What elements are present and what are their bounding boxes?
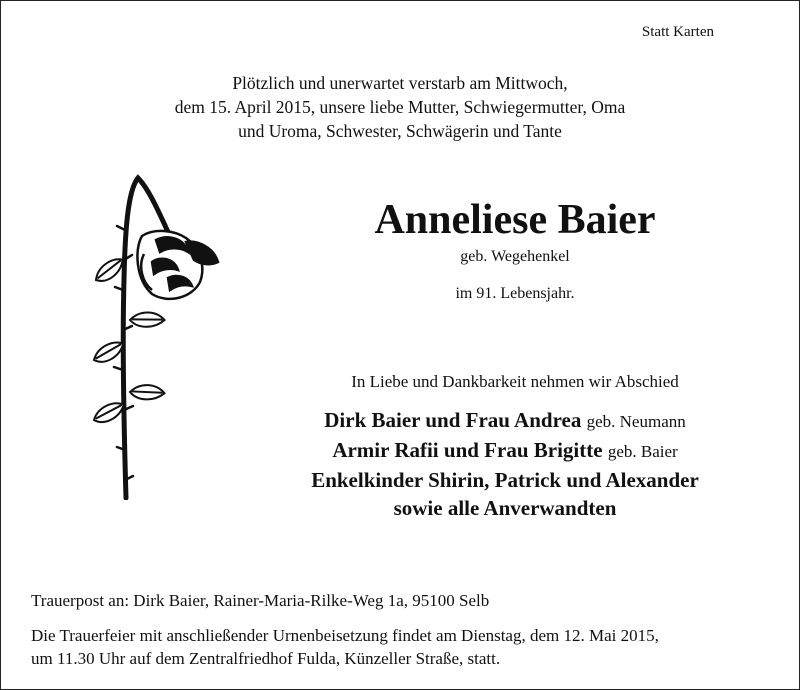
mourner-row-2-name: Armir Rafii und Frau Brigitte	[332, 438, 603, 462]
intro-text	[0, 71, 800, 143]
service-line-1: Die Trauerfeier mit anschließender Urnenbeisetzung findet am Dienstag, dem 12. Mai 2015,	[31, 626, 659, 645]
mourner-row-1-nee: geb. Neumann	[586, 412, 686, 431]
deceased-name: Anneliese Baier	[374, 197, 656, 243]
mourner-row-4	[250, 494, 760, 522]
service-line-2: um 11.30 Uhr auf dem Zentralfriedhof Fulda, Künzeller Straße, statt.	[31, 649, 501, 668]
maiden-name: geb. Wegehenkel	[460, 248, 570, 265]
mourners-list	[250, 406, 760, 522]
mourner-row-3	[250, 466, 760, 494]
mourner-row-3-text: Enkelkinder Shirin, Patrick und Alexander	[311, 468, 699, 492]
mourner-row-4-text: sowie alle Anverwandten	[393, 496, 617, 520]
mourning-mail-address: Trauerpost an: Dirk Baier, Rainer-Maria-Rilke-Weg 1a, 95100 Selb	[31, 591, 490, 610]
mourner-row-1-name: Dirk Baier und Frau Andrea	[324, 408, 582, 432]
intro-line-3: und Uroma, Schwester, Schwägerin und Tante	[238, 121, 562, 141]
funeral-service-info	[31, 624, 659, 670]
mourner-row-1	[250, 406, 760, 436]
mourner-row-2	[250, 436, 760, 466]
farewell-line: In Liebe und Dankbarkeit nehmen wir Abschied	[351, 372, 679, 391]
mourner-row-2-nee: geb. Baier	[607, 442, 678, 461]
intro-line-1: Plötzlich und unerwartet verstarb am Mittwoch,	[232, 73, 568, 93]
intro-line-2: dem 15. April 2015, unsere liebe Mutter, Schwiegermutter, Oma	[174, 97, 626, 117]
age-line: im 91. Lebensjahr.	[455, 285, 575, 302]
statt-karten-label: Statt Karten	[641, 24, 714, 40]
wilted-rose-icon	[82, 170, 232, 500]
